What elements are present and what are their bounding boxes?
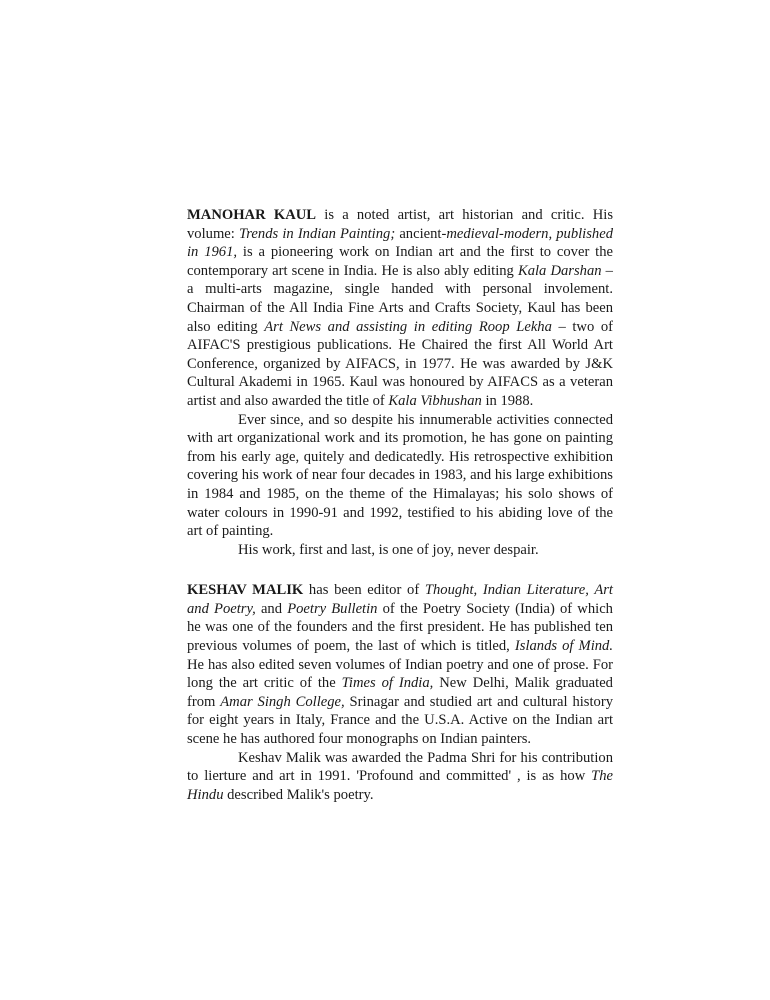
college-name: Amar Singh College,	[220, 693, 345, 710]
book-title: Trends in Indian Painting;	[238, 225, 396, 242]
author-name: MANOHAR KAUL	[187, 207, 317, 223]
text-run: is a pioneering work on Indian art and the first to cover the contemporary art scene in India. He is also ably editing	[187, 244, 613, 279]
book-title: Islands of Mind.	[514, 638, 614, 655]
text-run: Keshav Malik was awarded the Padma Shri for his contribution to lierture and art in 1991. 'Profound and committed' , is as how	[187, 749, 613, 785]
bio-paragraph	[187, 749, 613, 805]
bio-manohar-kaul	[187, 206, 613, 559]
publication-title: Art News and assisting in editing Roop Lekha	[264, 318, 552, 335]
publication-title: Thought, Indian Literature, Art and Poetry,	[187, 582, 613, 617]
text-run: His work, first and last, is one of joy, never despair.	[238, 541, 539, 558]
author-name: KESHAV MALIK	[187, 582, 304, 599]
text-run: New Delhi, Malik graduated from	[187, 675, 613, 710]
text-run: described Malik's poetry.	[223, 786, 374, 803]
text-run: ancient-	[395, 225, 447, 242]
bio-paragraph	[187, 541, 613, 560]
magazine-title: Kala Darshan	[517, 262, 602, 279]
page-body	[187, 206, 613, 804]
award-title: Kala Vibhushan	[388, 392, 482, 409]
text-run: – two of AIFAC'S prestigious publications. He Chaired the first All World Art Conference, organized by AIFACS, in 1977. He was awarded by J&K Cultural Akademi in 1965. Kaul was honoured by AIFACS as a veteran artist and also awarded the title of	[187, 318, 613, 409]
text-run: in 1988.	[481, 392, 534, 409]
text-run: and	[255, 600, 288, 617]
bio-keshav-malik	[187, 581, 613, 804]
book-title: medieval-modern, published in 1961,	[187, 225, 613, 261]
publication-title: Poetry Bulletin	[287, 600, 378, 617]
text-run: Ever since, and so despite his innumerable activities connected with art organizational work and its promotion, he has gone on painting from his early age, quitely and dedicatedly. His retrospective exhibition covering his work of near four decades in 1983, and his large exhibitions in 1984 and 1985, on the theme of the Himalayas; his solo shows of water colours in 1990-91 and 1992, testified to his abiding love of the art of painting.	[187, 411, 613, 540]
text-run: is a noted artist, art historian and critic. His volume:	[187, 207, 613, 242]
text-run: Srinagar and studied art and cultural history for eight years in Italy, France and the U.S.A. Active on the Indian art scene he has authored four monographs on Indian painters.	[187, 693, 613, 748]
text-run: of the Poetry Society (India) of which he was one of the founders and the first president. He has published ten previous volumes of poem, the last of which is titled,	[187, 600, 613, 655]
bio-paragraph	[187, 206, 613, 411]
newspaper-title: Times of India,	[341, 675, 434, 692]
text-run: – a multi-arts magazine, single handed with personal involement. Chairman of the All India Fine Arts and Crafts Society, Kaul has been also editing	[187, 262, 613, 335]
text-run: has been editor of	[303, 582, 425, 599]
bio-paragraph	[187, 411, 613, 541]
bio-paragraph	[187, 581, 613, 748]
newspaper-title: The Hindu	[187, 768, 613, 803]
text-run: He has also edited seven volumes of Indian poetry and one of prose. For long the art critic of the	[187, 656, 613, 692]
